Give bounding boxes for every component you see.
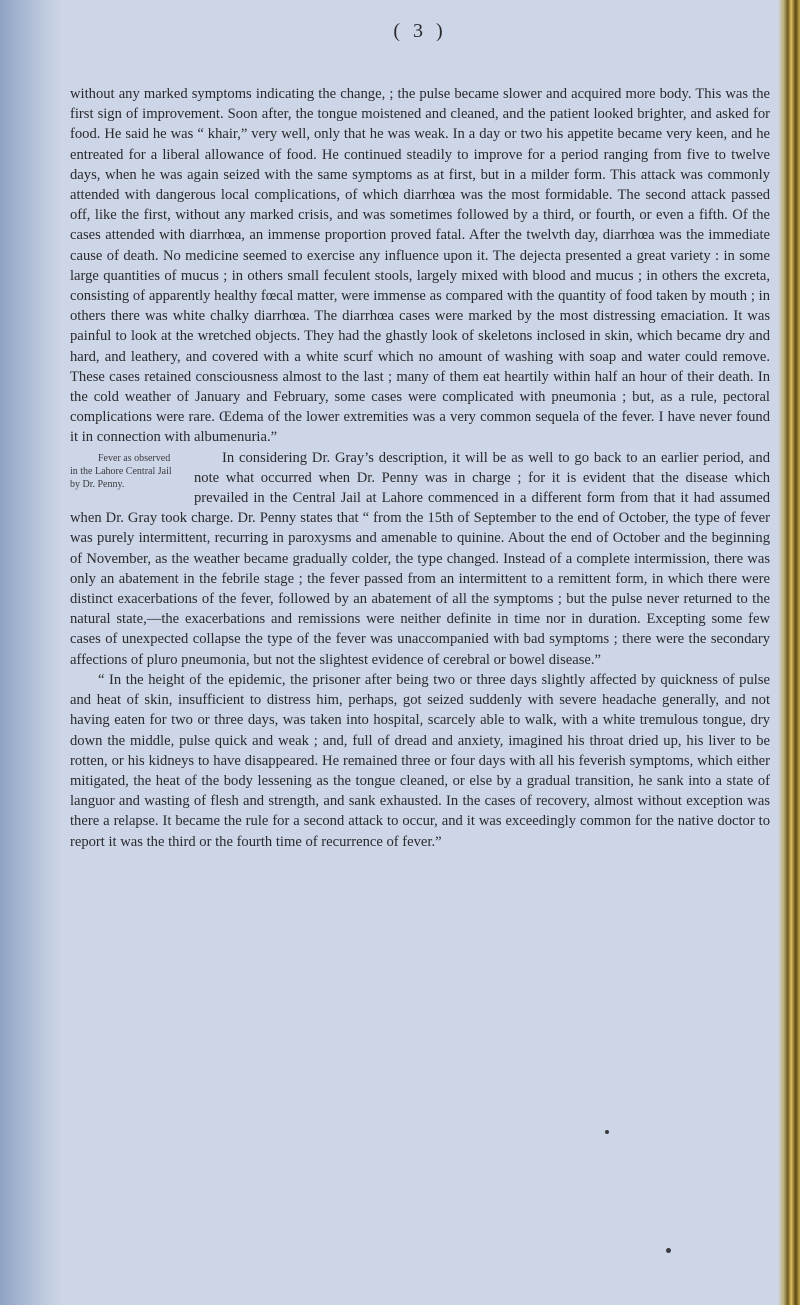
body-text: [70, 84, 770, 852]
page-number: ( 3 ): [393, 20, 447, 42]
paragraph-1: without any marked symptoms indicating the change, ; the pulse became slower and acquired more body. This was the first sign of improvement. Soon after, the tongue moistened and cleaned, and the patient looked brighter, and asked for food. He said he was “ khair,” very well, only that he was weak. In a day or two his appetite became very keen, and he entreated for a liberal allowance of food. He continued steadily to improve for a period ranging from five to twelve days, when he was again seized with the same symptoms as at first, but in a milder form. This attack was commonly attended with dangerous local complications, of which diarrhœa was the most formidable. The second attack passed off, like the first, without any marked crisis, and was sometimes followed by a third, or fourth, or even a fifth. Of the cases attended with diarrhœa, an immense proportion proved fatal. After the twelvth day, diarrhœa was the immediate cause of death. No medicine seemed to exercise any influence upon it. The dejecta presented a great variety : in some large quantities of mucus ; in others small feculent stools, largely mixed with blood and mucus ; in others the excreta, consisting of apparently healthy fœcal matter, were immense as compared with the quantity of food taken by mouth ; in others there was white chalky diarrhœa. The diarrhœa cases were marked by the most distressing emaciation. It was painful to look at the wretched objects. They had the ghastly look of skeletons inclosed in skin, which became dry and hard, and leathery, and covered with a white scurf which no amount of washing with soap and water could remove. These cases retained consciousness almost to the last ; many of them eat heartily within half an hour of their death. In the cold weather of January and February, some cases were complicated with pneumonia ; but, as a rule, pectoral complications were rare. Œdema of the lower extremities was a very common sequela of the fever. I have never found it in connection with albumenuria.”: [70, 86, 770, 446]
book-page: [70, 20, 770, 1290]
ink-speck: [605, 1130, 609, 1134]
book-spine-edge: [778, 0, 800, 1305]
margin-note: Fever as observed in the Lahore Central Jail by Dr. Penny.: [70, 452, 172, 490]
ink-speck: [666, 1248, 671, 1253]
paragraph-2: [70, 448, 770, 670]
paragraph-2-text: In considering Dr. Gray’s description, it will be as well to go back to an earlier period, and note what occurred when Dr. Penny was in charge ; for it is evident that the disease which prevailed in the Central Jail at Lahore commenced in a different form from that it had assumed when Dr. Gray took charge. Dr. Penny states that “ from the 15th of September to the end of October, the type of fever was purely intermittent, recurring in paroxysms and amenable to quinine. About the end of October and the beginning of November, as the weather became gradually colder, the type changed. Instead of a complete intermission, there was only an abatement in the febrile stage ; the fever passed from an intermittent to a remittent form, in which there were distinct exacerbations of the fever, followed by an abatement of all the symptoms ; but the pulse never returned to the natural state,—the exacerbations and remissions were neither definite in time nor in duration. Excepting some few cases of unexpected collapse the type of the fever was unaccompanied with bad symptoms ; there were the secondary affections of pluro pneumonia, but not the slightest evidence of cerebral or bowel disease.”: [70, 449, 770, 668]
paragraph-3: “ In the height of the epidemic, the prisoner after being two or three days slightly affected by quickness of pulse and heat of skin, insufficient to distress him, perhaps, got seized suddenly with severe headache generally, and not having eaten for two or three days, was taken into hospital, scarcely able to walk, with a white tremulous tongue, dry down the middle, pulse quick and weak ; and, full of dread and anxiety, imagined his throat dried up, his liver to be rotten, or his kidneys to have disappeared. He remained three or four days with all his feverish symptoms, which either mitigated, the heat of the body lessening as the tongue cleaned, or else by a gradual transition, he sank into a state of languor and wasting of flesh and strength, and sank exhausted. In the cases of recovery, almost without exception was there a relapse. It became the rule for a second attack to occur, and it was exceedingly common for the native doctor to report it was the third or the fourth time of recurrence of fever.”: [70, 671, 770, 850]
scan-left-edge: [0, 0, 62, 1305]
